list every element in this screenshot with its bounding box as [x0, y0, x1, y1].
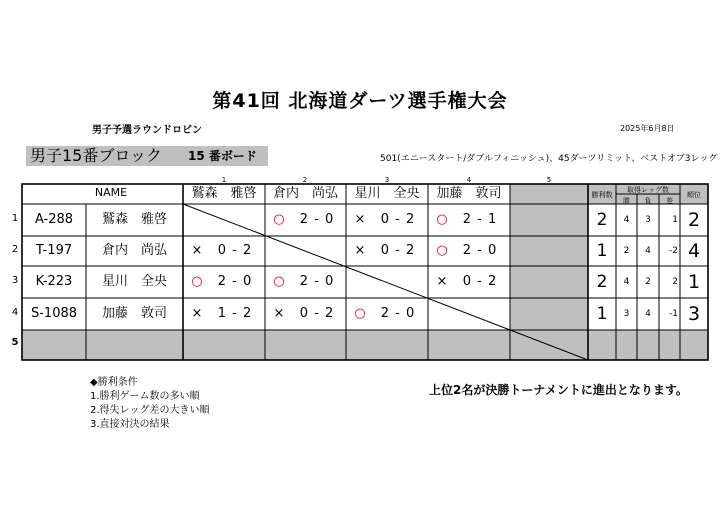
- loss-mark: ×: [354, 243, 366, 258]
- legs-lost: 4: [645, 309, 651, 319]
- loss-mark: ×: [273, 306, 285, 321]
- rank: 1: [687, 271, 701, 293]
- match-score: 2 - 0: [217, 274, 253, 289]
- player-name: 倉内 尚弘: [101, 243, 167, 258]
- legs-won: 4: [623, 215, 630, 225]
- opponent-header-1: 鷲森 雅啓: [191, 186, 257, 201]
- legs-diff: 2: [672, 277, 678, 287]
- round-subtitle: 男子予選ラウンドロビン: [92, 125, 202, 136]
- opponent-header-3: 星川 全央: [354, 186, 420, 201]
- rank: 4: [687, 240, 701, 262]
- legs-won-header: 勝: [623, 197, 630, 205]
- loss-mark: ×: [191, 306, 203, 321]
- wins-count: 2: [596, 210, 608, 230]
- col-number-2: 2: [302, 176, 308, 184]
- row-number-2: 2: [11, 244, 19, 255]
- rank: 3: [687, 303, 701, 325]
- opponent-header-2: 倉内 尚弘: [272, 186, 338, 201]
- name-header: NAME: [94, 186, 128, 199]
- wins-count: 2: [596, 272, 608, 292]
- player-id: S-1088: [30, 306, 78, 321]
- col-number-5: 5: [546, 176, 552, 184]
- wins-count: 1: [596, 241, 608, 261]
- conditions-title: ◆勝利条件: [90, 377, 138, 388]
- win-conditions: [90, 376, 209, 432]
- legs-won: 3: [623, 309, 630, 319]
- legs-diff: -2: [669, 246, 678, 256]
- win-mark: ○: [191, 274, 203, 289]
- win-mark: ○: [273, 274, 285, 289]
- match-score: 0 - 2: [217, 243, 253, 258]
- win-mark: ○: [436, 243, 448, 258]
- player-name: 加藤 敦司: [101, 306, 167, 321]
- match-score: 0 - 2: [380, 243, 416, 258]
- legs-diff: -1: [669, 309, 678, 319]
- event-date: 2025年6月8日: [620, 124, 675, 133]
- row-number-5: 5: [11, 337, 19, 348]
- condition-3: 3.直接対決の結果: [90, 419, 170, 430]
- rank: 2: [687, 209, 701, 231]
- col-number-4: 4: [466, 176, 472, 184]
- row-number-4: 4: [11, 307, 19, 318]
- player-id: K-223: [35, 274, 73, 289]
- match-score: 0 - 2: [380, 212, 416, 227]
- wins-header: 勝利数: [591, 191, 613, 199]
- row-number-3: 3: [11, 275, 19, 286]
- board-label: 15 番ボード: [188, 149, 257, 163]
- match-score: 2 - 0: [380, 306, 416, 321]
- match-score: 0 - 2: [299, 306, 335, 321]
- col-number-3: 3: [384, 176, 390, 184]
- page-title: 第41回 北海道ダーツ選手権大会: [212, 90, 508, 112]
- condition-1: 1.勝利ゲーム数の多い順: [90, 391, 200, 402]
- legs-header: 取得レッグ数: [627, 186, 669, 194]
- condition-2: 2.得失レッグ差の大きい順: [90, 405, 210, 416]
- match-score: 1 - 2: [217, 306, 253, 321]
- col-number-1: 1: [221, 176, 227, 184]
- wins-count: 1: [596, 304, 608, 324]
- player-name: 星川 全央: [101, 274, 167, 289]
- rank-header: 順位: [687, 191, 701, 199]
- legs-won: 2: [623, 246, 630, 256]
- player-id: T-197: [35, 243, 73, 258]
- block-name: 男子15番ブロック: [30, 146, 163, 165]
- match-score: 2 - 0: [462, 243, 498, 258]
- opponent-header-4: 加藤 敦司: [436, 186, 502, 201]
- win-mark: ○: [354, 306, 366, 321]
- win-mark: ○: [436, 212, 448, 227]
- legs-diff: 1: [672, 215, 678, 225]
- legs-lost: 2: [645, 277, 651, 287]
- match-rules: 501(エニースタート/ダブルフィニッシュ)、45ダーツリミット、ベストオブ3レッグ: [380, 154, 718, 164]
- loss-mark: ×: [436, 274, 448, 289]
- match-score: 2 - 0: [299, 212, 335, 227]
- player-name: 鷲森 雅啓: [101, 212, 167, 227]
- match-score: 2 - 1: [462, 212, 498, 227]
- empty-column-fill: [510, 184, 588, 360]
- loss-mark: ×: [191, 243, 203, 258]
- row-number-1: 1: [11, 213, 19, 224]
- legs-won: 4: [623, 277, 630, 287]
- player-id: A-288: [34, 212, 74, 227]
- loss-mark: ×: [354, 212, 366, 227]
- win-mark: ○: [273, 212, 285, 227]
- match-score: 2 - 0: [299, 274, 335, 289]
- match-score: 0 - 2: [462, 274, 498, 289]
- advancement-note: 上位2名が決勝トーナメントに進出となります。: [429, 383, 688, 397]
- legs-lost-header: 負: [644, 197, 652, 205]
- empty-row-stats-fill: [588, 330, 708, 360]
- legs-lost: 4: [645, 246, 651, 256]
- legs-lost: 3: [645, 215, 651, 225]
- empty-row-fill: [22, 330, 510, 360]
- legs-diff-header: 差: [666, 197, 673, 205]
